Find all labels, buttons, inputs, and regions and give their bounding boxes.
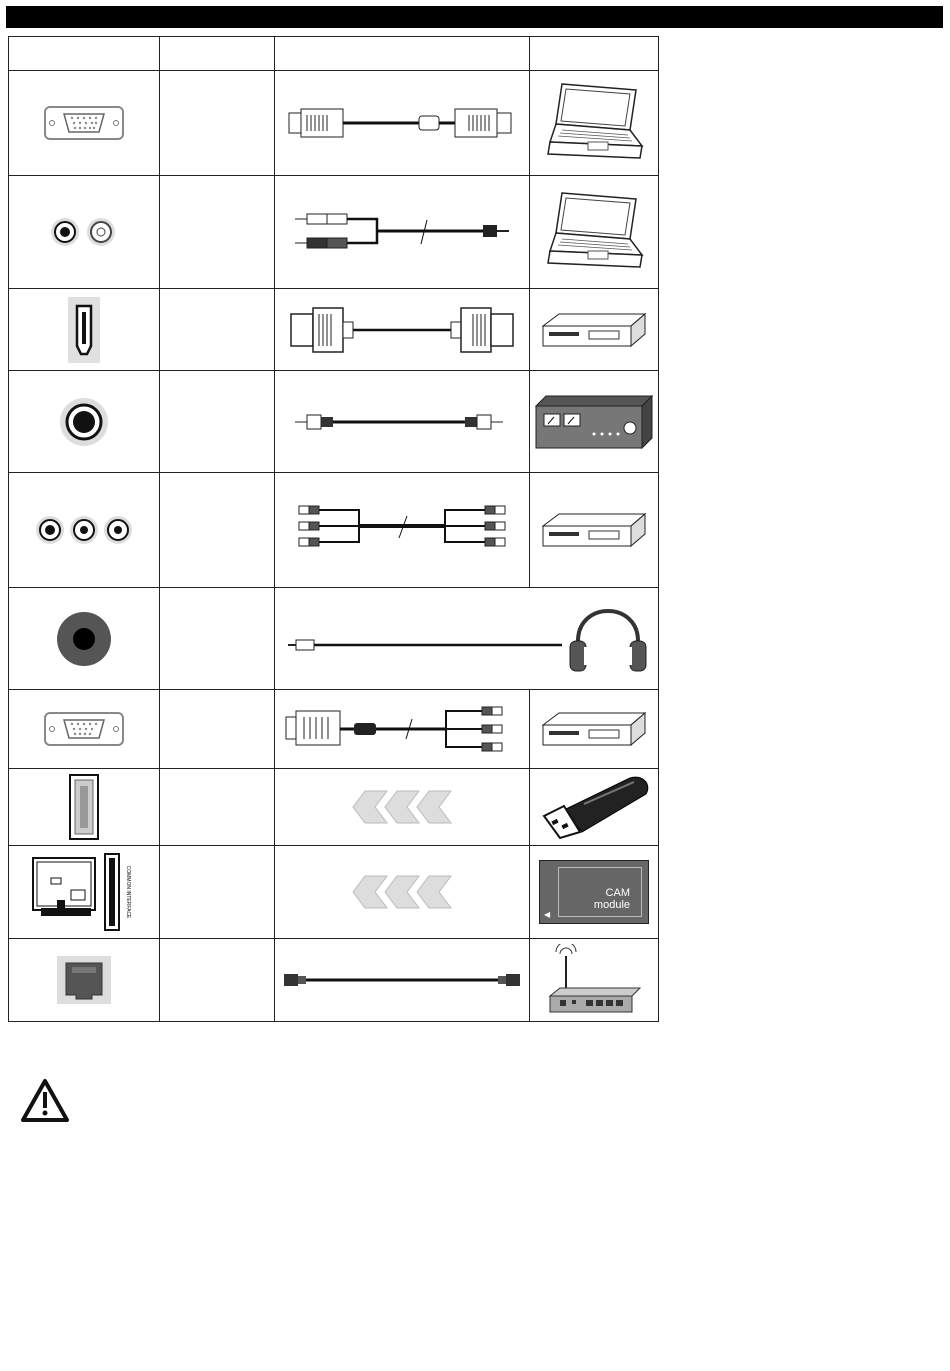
- port-label-cell: [160, 71, 275, 176]
- header-cables: [275, 37, 530, 71]
- dvd-player-icon: [539, 510, 649, 550]
- table-row: [9, 690, 659, 769]
- table-row: [9, 473, 659, 588]
- table-row: [9, 71, 659, 176]
- table-row: [9, 176, 659, 289]
- ethernet-cable-cell: [275, 939, 530, 1022]
- headphone-cable-icon: [282, 597, 652, 681]
- usb-port-icon: [69, 774, 99, 840]
- port-label-cell: [160, 846, 275, 939]
- port-label-cell: [160, 588, 275, 690]
- headphone-port-icon: [56, 611, 112, 667]
- component-port-cell: [9, 473, 160, 588]
- coaxial-port-icon: [59, 397, 109, 447]
- hdmi-port-icon: [67, 296, 101, 364]
- connections-table: [8, 36, 659, 1022]
- laptop-cell: [530, 176, 659, 289]
- dvd-player-icon: [539, 310, 649, 350]
- coaxial-cable-cell: [275, 371, 530, 473]
- component-cable-cell: [275, 473, 530, 588]
- dvd-player-cell: [530, 473, 659, 588]
- table-row: [9, 588, 659, 690]
- insert-arrows-cell: [275, 769, 530, 846]
- tv-back-ci-slot-icon: [29, 850, 139, 934]
- component-cable-icon: [287, 500, 517, 560]
- laptop-cell: [530, 71, 659, 176]
- table-header-row: [9, 37, 659, 71]
- audio-in-port-cell: [9, 176, 160, 289]
- headphone-port-cell: [9, 588, 160, 690]
- header-type: [160, 37, 275, 71]
- table-row: [9, 289, 659, 371]
- laptop-icon: [544, 80, 644, 166]
- ethernet-port-cell: [9, 939, 160, 1022]
- module-label: module: [593, 899, 630, 911]
- ethernet-port-icon: [56, 955, 112, 1005]
- amplifier-cell: [530, 371, 659, 473]
- port-label-cell: [160, 473, 275, 588]
- insert-arrows-icon: [347, 789, 457, 825]
- ci-slot-cell: [9, 846, 160, 939]
- vga-port-cell: [9, 690, 160, 769]
- page-title-bar: [6, 6, 943, 28]
- vga-to-component-cable-icon: [282, 701, 522, 757]
- rca-cable-cell: [275, 176, 530, 289]
- dvd-player-cell: [530, 690, 659, 769]
- vga-cable-icon: [287, 103, 517, 143]
- header-connector: [9, 37, 160, 71]
- rca-to-jack-cable-icon: [287, 204, 517, 260]
- dvd-player-icon: [539, 709, 649, 749]
- usb-stick-cell: [530, 769, 659, 846]
- usb-port-cell: [9, 769, 160, 846]
- coaxial-cable-icon: [287, 407, 517, 437]
- rca-jacks-icon: [49, 215, 119, 249]
- table-row: [9, 769, 659, 846]
- warning-triangle-icon: [20, 1078, 70, 1124]
- dvd-player-cell: [530, 289, 659, 371]
- port-label-cell: [160, 769, 275, 846]
- port-label-cell: [160, 690, 275, 769]
- hdmi-port-cell: [9, 289, 160, 371]
- headphone-cable-cell: [275, 588, 659, 690]
- vga-component-cable-cell: [275, 690, 530, 769]
- cam-module-icon: ◀ CAM module: [539, 860, 649, 924]
- port-label-cell: [160, 371, 275, 473]
- router-icon: [544, 944, 644, 1016]
- table-row: [9, 846, 659, 939]
- router-cell: [530, 939, 659, 1022]
- header-device: [530, 37, 659, 71]
- laptop-icon: [544, 189, 644, 275]
- cam-label: CAM: [605, 887, 630, 899]
- insert-arrows-cell: [275, 846, 530, 939]
- port-label-cell: [160, 939, 275, 1022]
- cam-module-cell: [530, 846, 659, 939]
- ci-slot-label: COMMON INTERFACE: [125, 865, 131, 919]
- hdmi-cable-icon: [287, 300, 517, 360]
- ethernet-cable-icon: [282, 968, 522, 992]
- vga-cable-cell: [275, 71, 530, 176]
- hdmi-cable-cell: [275, 289, 530, 371]
- port-label-cell: [160, 289, 275, 371]
- component-jacks-icon: [34, 513, 134, 547]
- coaxial-port-cell: [9, 371, 160, 473]
- table-row: [9, 371, 659, 473]
- vga-port-icon: [44, 106, 124, 140]
- vga-port-cell: [9, 71, 160, 176]
- vga-port-icon: [44, 712, 124, 746]
- insert-arrows-icon: [347, 874, 457, 910]
- amplifier-icon: [534, 392, 654, 452]
- table-row: [9, 939, 659, 1022]
- usb-stick-icon: [534, 774, 654, 840]
- port-label-cell: [160, 176, 275, 289]
